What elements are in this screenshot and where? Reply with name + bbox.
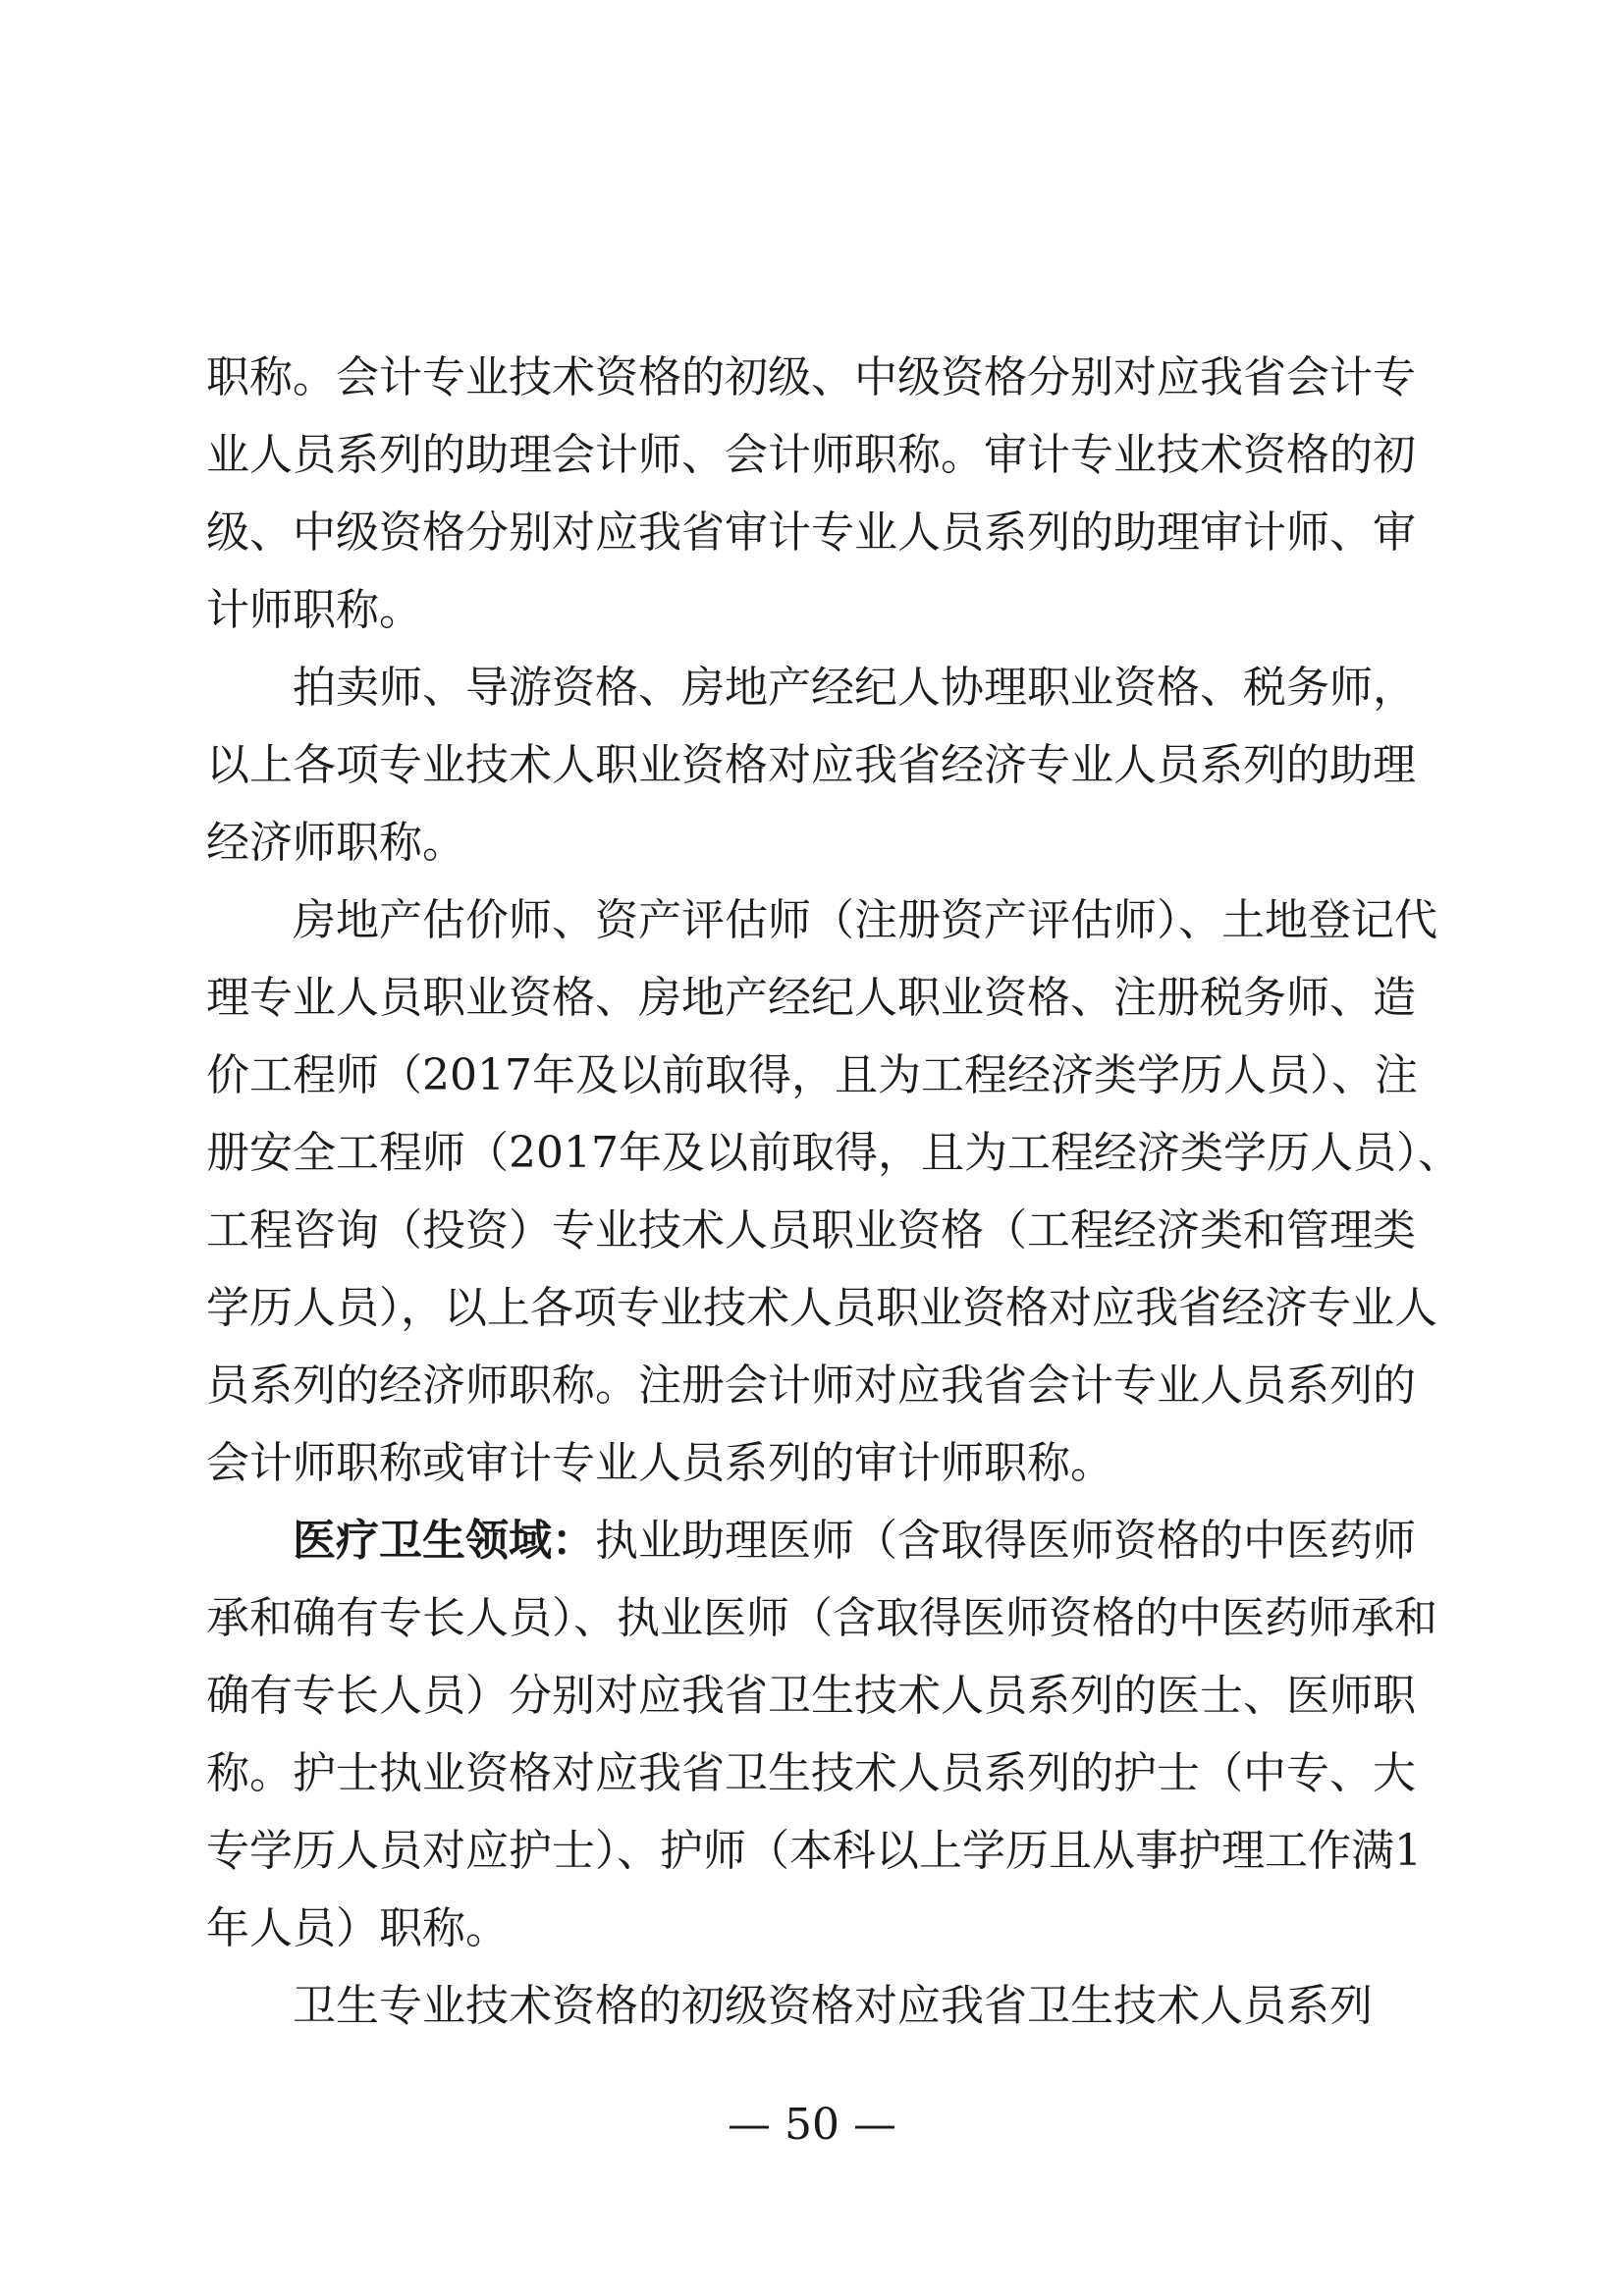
section-heading-medical: 医疗卫生领域：: [293, 1516, 595, 1566]
text-line: 职称。会计专业技术资格的初级、中级资格分别对应我省会计专: [206, 352, 1416, 402]
text-line: 册安全工程师（2017年及以前取得，且为工程经济类学历人员）、: [206, 1128, 1461, 1178]
text-line: 业人员系列的助理会计师、会计师职称。审计专业技术资格的初: [206, 430, 1416, 480]
text-line: 房地产估价师、资产评估师（注册资产评估师）、土地登记代: [293, 895, 1437, 945]
text-line: 会计师职称或审计专业人员系列的审计师职称。: [206, 1438, 1113, 1488]
text-line: 理专业人员职业资格、房地产经纪人职业资格、注册税务师、造: [206, 973, 1416, 1023]
text-line: 价工程师（2017年及以前取得，且为工程经济类学历人员）、注: [206, 1050, 1418, 1100]
text-line: 级、中级资格分别对应我省审计专业人员系列的助理审计师、审: [206, 507, 1416, 558]
text-line: 专学历人员对应护士）、护师（本科以上学历且从事护理工作满1: [206, 1826, 1422, 1876]
page-number: — 50 —: [728, 2100, 896, 2150]
text-line: 年人员）职称。: [206, 1903, 509, 1953]
text-line: [293, 1502, 1416, 1580]
text-line: 工程咨询（投资）专业技术人员职业资格（工程经济类和管理类: [206, 1205, 1416, 1255]
text-line: 称。护士执业资格对应我省卫生技术人员系列的护士（中专、大: [206, 1748, 1416, 1798]
text-line: 经济师职称。: [206, 818, 465, 868]
text-line: 计师职称。: [206, 585, 422, 635]
text-line: 确有专长人员）分别对应我省卫生技术人员系列的医士、医师职: [206, 1671, 1416, 1721]
text-line: 学历人员），以上各项专业技术人员职业资格对应我省经济专业人: [206, 1283, 1437, 1333]
text-line: 承和确有专长人员）、执业医师（含取得医师资格的中医药师承和: [206, 1593, 1437, 1643]
text-line-continuation: 执业助理医师（含取得医师资格的中医药师: [595, 1516, 1416, 1566]
text-line: 卫生专业技术资格的初级资格对应我省卫生技术人员系列: [293, 1981, 1373, 2031]
text-line: 员系列的经济师职称。注册会计师对应我省会计专业人员系列的: [206, 1361, 1416, 1411]
text-line: 以上各项专业技术人职业资格对应我省经济专业人员系列的助理: [206, 740, 1416, 790]
text-line: 拍卖师、导游资格、房地产经纪人协理职业资格、税务师，: [293, 663, 1416, 713]
